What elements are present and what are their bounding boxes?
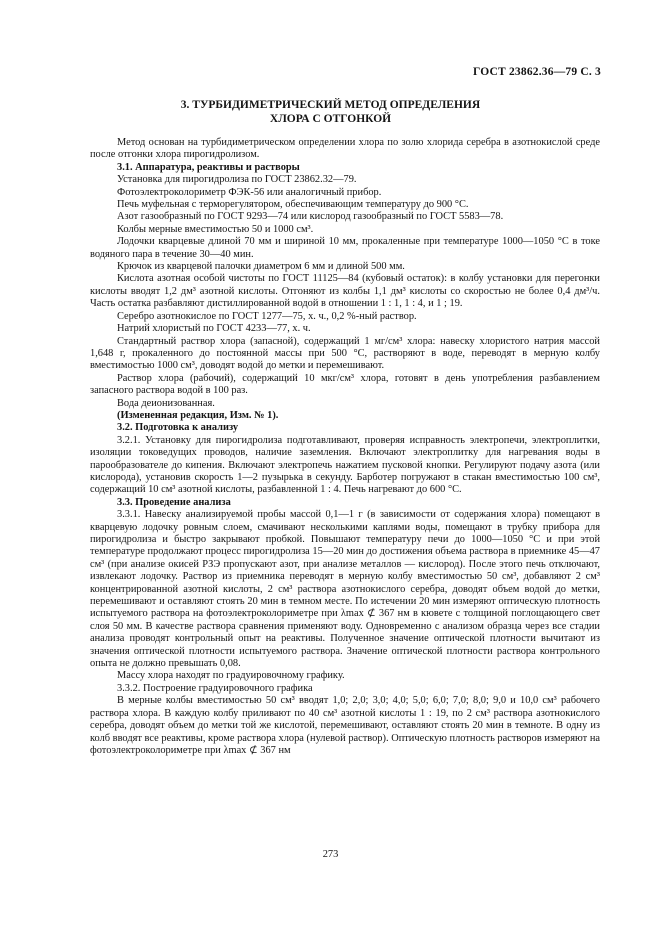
paragraph: Вода деионизованная. bbox=[117, 397, 215, 409]
paragraph: Крючок из кварцевой палочки диаметром 6 мм и длиной 500 мм. bbox=[117, 261, 405, 273]
section-title-line-2: ХЛОРА С ОТГОНКОЙ bbox=[269, 113, 392, 125]
paragraph: 3.3.1. Навеску анализируемой пробы массой 0,1—1 г (в зависимости от содержания хлора) помещают в кварцевую лодочку ровным слоем, смачивают несколькими каплями воды, помещают в трубку прибора для пирогидролиза и быстро закрывают пробкой. Повышают температуру печи до 1000—1050 °С и при этой температуре продолжают процесс пирогидролиза 15—20 мин до достижения объема раствора в приемнике 45—47 см³ (при анализе окисей РЗЭ пропускают азот, при анализе металлов — кислород). После этого печь отключают, извлекают лодочку. Раствор из приемника переводят в мерную колбу вместимостью 50 см³, добавляют 2 см³ концентрированной азотной кислоты, 2 см³ раствора азотнокислого серебра, доводят объем водой до метки, перемешивают и оставляют стоять 20 мин в темном месте. По истечении 20 мин измеряют оптическую плотность испытуемого раствора на фотоэлектроколориметре при λmax ⊄ 367 нм в кювете с толщиной поглощающего свет слоя 50 мм. В качестве раствора сравнения применяют воду. Одновременно с анализом образца через все стадии анализа проводят контрольный опыт на реактивы. Полученное значение оптической плотности вычитают из значения оптической плотности испытуемого раствора. Значение оптической плотности раствора контрольного опыта не должно превышать 0,08. bbox=[90, 509, 600, 670]
paragraph: Раствор хлора (рабочий), содержащий 10 мкг/см³ хлора, готовят в день употребления разбавлением запасного раствора водой в 100 раз. bbox=[90, 372, 600, 397]
paragraph: Кислота азотная особой чистоты по ГОСТ 11125—84 (кубовый остаток): в колбу установки для перегонки кислоты вводят 1,2 дм³ азотной кислоты. Отгоняют из колбы 1,1 дм³ кислоты со скоростью не более 0,4 дм³/ч. Часть остатка разбавляют дистиллированной водой в отношении 1 : 1, 1 : 4, и 1 ; 19. bbox=[90, 273, 600, 310]
document-body bbox=[90, 137, 600, 757]
paragraph: В мерные колбы вместимостью 50 см³ вводят 1,0; 2,0; 3,0; 4,0; 5,0; 6,0; 7,0; 8,0; 9,0 и 10,0 см³ рабочего раствора хлора. В каждую колбу приливают по 40 см³ азотной кислоты 1 : 19, по 2 см³ раствора азотнокислого серебра, доводят объем до метки той же кислотой, перемешивают, оставляют стоять 20 мин в темноте. В одну из колб вводят все реактивы, кроме раствора хлора (нулевой раствор). Оптическую плотность растворов измеряют на фотоэлектроколориметре при λmax ⊄ 367 нм bbox=[90, 695, 600, 756]
paragraph: Стандартный раствор хлора (запасной), содержащий 1 мг/см³ хлора: навеску хлористого натрия массой 1,648 г, прокаленного до постоянной массы при 500 °С, растворяют в воде, переводят в мерную колбу вместимостью 1000 см³, доводят водой до метки и перемешивают. bbox=[90, 335, 600, 372]
paragraph: Печь муфельная с терморегулятором, обеспечивающим температуру до 900 °С. bbox=[117, 199, 469, 211]
running-header: ГОСТ 23862.36—79 С. 3 bbox=[473, 66, 601, 78]
paragraph: Фотоэлектроколориметр ФЭК-56 или аналогичный прибор. bbox=[117, 186, 382, 198]
section-title bbox=[0, 98, 661, 126]
paragraph: Натрий хлористый по ГОСТ 4233—77, х. ч. bbox=[117, 323, 311, 335]
page-number: 273 bbox=[322, 849, 339, 860]
paragraph: 3.3.2. Построение градуировочного графика bbox=[117, 682, 313, 694]
paragraph: Метод основан на турбидиметрическом определении хлора по золю хлорида серебра в азотнокислой среде после отгонки хлора пирогидролизом. bbox=[90, 137, 600, 161]
section-title-line-1: 3. ТУРБИДИМЕТРИЧЕСКИЙ МЕТОД ОПРЕДЕЛЕНИЯ bbox=[180, 99, 481, 111]
paragraph: Серебро азотнокислое по ГОСТ 1277—75, х. ч., 0,2 %-ный раствор. bbox=[117, 310, 417, 322]
paragraph: Лодочки кварцевые длиной 70 мм и шириной 10 мм, прокаленные при температуре 1000—1050 °С в токе водяного пара в течение 30—40 мин. bbox=[90, 236, 600, 260]
section-heading: 3.1. Аппаратура, реактивы и растворы bbox=[117, 161, 300, 173]
paragraph: Колбы мерные вместимостью 50 и 1000 см³. bbox=[117, 223, 314, 235]
section-heading: (Измененная редакция, Изм. № 1). bbox=[117, 409, 279, 421]
section-heading: 3.3. Проведение анализа bbox=[117, 496, 231, 508]
paragraph: Азот газообразный по ГОСТ 9293—74 или кислород газообразный по ГОСТ 5583—78. bbox=[117, 211, 504, 223]
section-heading: 3.2. Подготовка к анализу bbox=[117, 422, 239, 434]
paragraph: 3.2.1. Установку для пирогидролиза подготавливают, проверяя исправность электропечи, электроплитки, изоляции токоведущих проводов, наличие заземления. Включают электроплитку для нагревания воды в парообразователе до кипения. Включают электропечь нажатием пусковой кнопки. Регулируют подачу азота (или кислорода), установив скорость 1—2 пузырька в секунду. Барботер погружают в стакан вместимостью 100 см³, содержащий 10 см³ азотной кислоты, разбавленной 1 : 4. Печь нагревают до 600 °С. bbox=[90, 434, 600, 496]
paragraph: Массу хлора находят по градуировочному графику. bbox=[117, 670, 345, 682]
paragraph: Установка для пирогидролиза по ГОСТ 23862.32—79. bbox=[117, 174, 357, 186]
